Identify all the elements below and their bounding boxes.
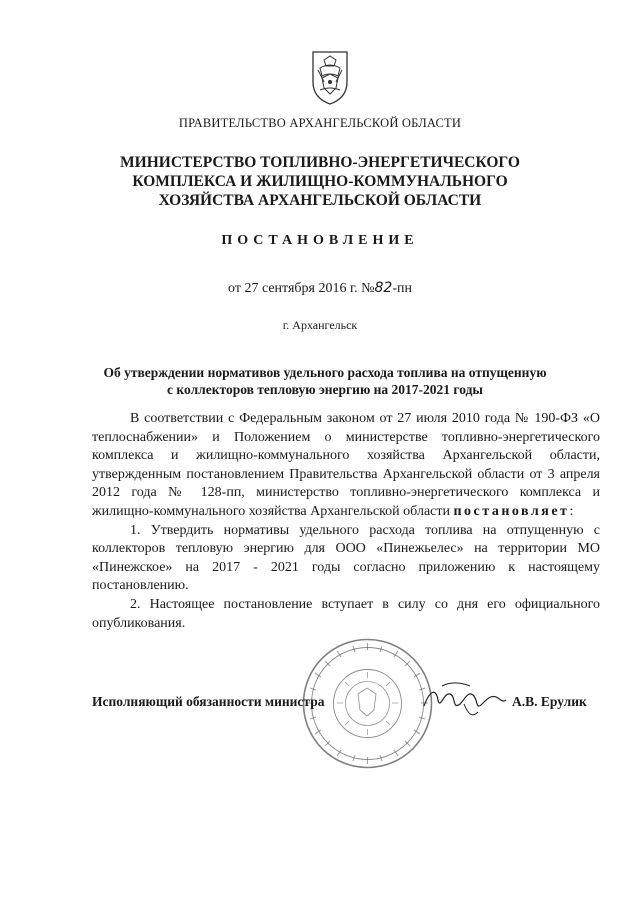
coat-of-arms-icon (310, 50, 350, 106)
signatory-position: Исполняющий обязанности министра (92, 694, 325, 709)
document-number: 82 (374, 280, 393, 296)
ministry-line: МИНИСТЕРСТВО ТОПЛИВНО-ЭНЕРГЕТИЧЕСКОГО (120, 154, 520, 171)
ministry-line: ХОЗЯЙСТВА АРХАНГЕЛЬСКОЙ ОБЛАСТИ (158, 192, 482, 209)
document-body (92, 410, 600, 633)
ministry-name (60, 153, 580, 210)
signatory-name: А.В. Ерулик (512, 694, 587, 709)
subject-line: с коллекторов тепловую энергию на 2017-2021 годы (167, 382, 483, 397)
subject-line: Об утверждении нормативов удельного расхода топлива на отпущенную (103, 365, 547, 380)
preamble-paragraph (92, 410, 600, 522)
resolves-word: постановляет (453, 503, 570, 519)
resolves-colon: : (569, 503, 574, 519)
document-city: г. Архангельск (282, 318, 358, 332)
handwritten-signature-icon (420, 680, 510, 720)
document-date (0, 280, 640, 297)
document-subject (60, 364, 590, 398)
item-2-paragraph: 2. Настоящее постановление вступает в силу со дня его официального опубликования. (92, 596, 600, 631)
preamble-text: В соответствии с Федеральным законом от 27 июля 2010 года № 190-ФЗ «О теплоснабжении» и Положением о министерстве топливно-энергетического комплекса и жилищно-коммунального хозяйства Архангельской области, утвержденным постановлением Правительства Архангельской области от 3 апреля 2012 года № 128-пп, министерство топливно-энергетического комплекса и жилищно-коммунального хозяйства Архангельской области (92, 411, 600, 519)
ministry-line: КОМПЛЕКСА И ЖИЛИЩНО-КОММУНАЛЬНОГО (132, 173, 508, 190)
date-prefix: от 27 сентября 2016 г. № (228, 281, 375, 296)
government-name: ПРАВИТЕЛЬСТВО АРХАНГЕЛЬСКОЙ ОБЛАСТИ (178, 116, 462, 130)
date-suffix: -пн (392, 281, 412, 296)
document-type: ПОСТАНОВЛЕНИЕ (221, 233, 419, 248)
item-1-paragraph: 1. Утвердить нормативы удельного расхода топлива на отпущенную с коллекторов тепловую энергию для ООО «Пинежьелес» на территории МО «Пинежское» на 2017 - 2021 годы согласно приложению к настоящему постановлению. (92, 522, 600, 594)
